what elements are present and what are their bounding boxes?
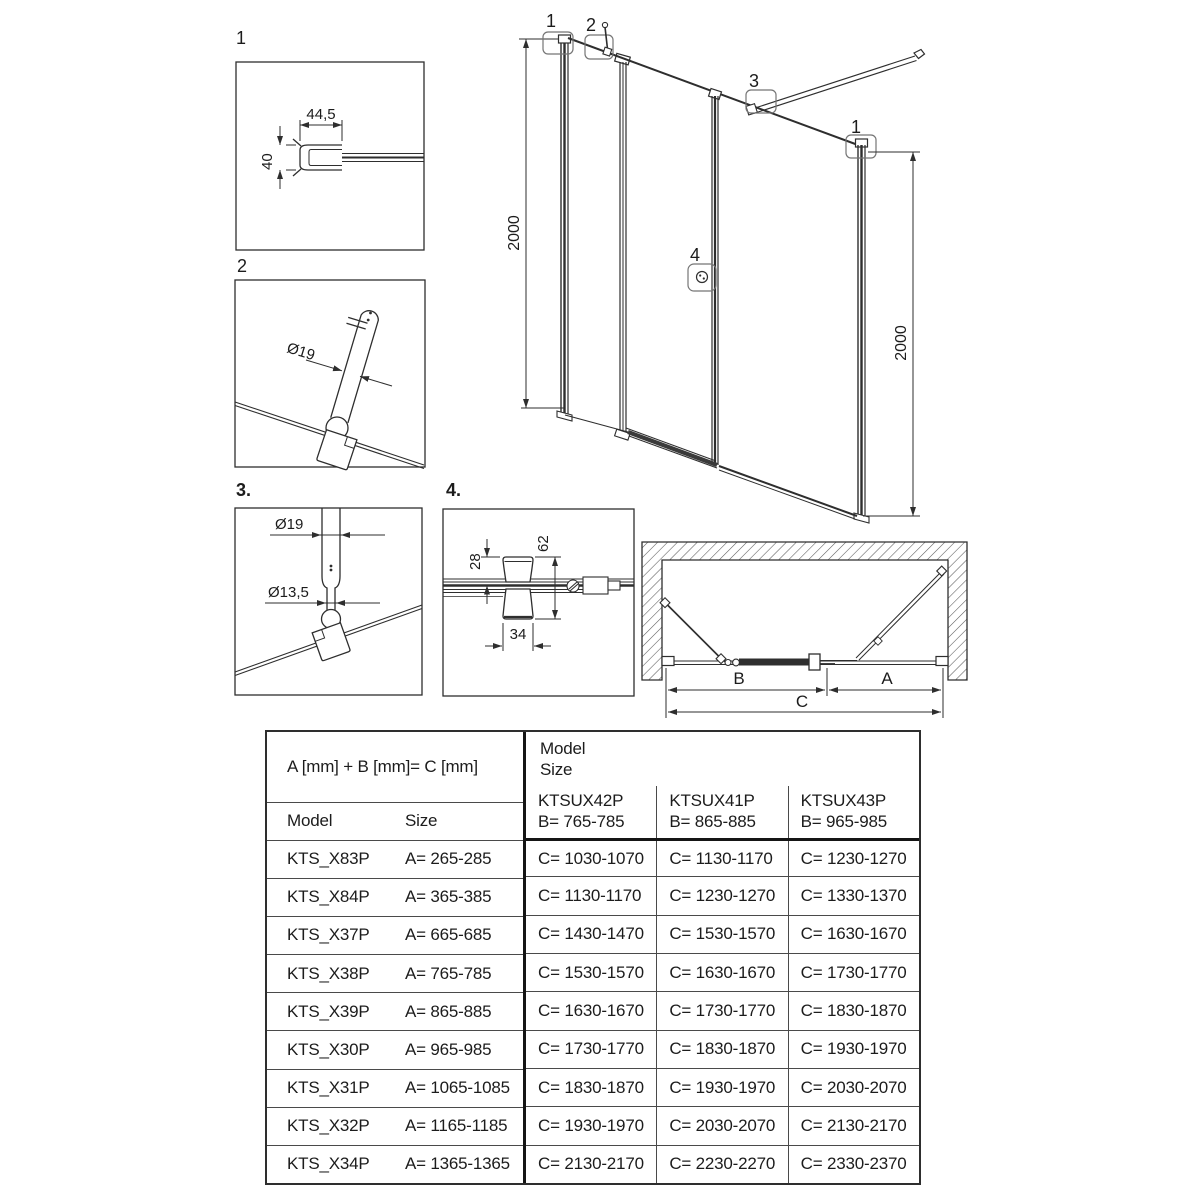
table-row [526, 838, 919, 876]
detail-3-top-diameter-dim: Ø19 [275, 516, 304, 533]
c-cell: C= 1930-1970 [656, 1069, 787, 1106]
model-cell: KTS_X32P [287, 1116, 370, 1136]
size-a-cell: A= 665-685 [405, 925, 492, 945]
table-row [267, 840, 523, 878]
model-cell: KTS_X84P [287, 887, 370, 907]
variant-model: KTSUX42P [538, 791, 624, 811]
c-cell: C= 1830-1870 [788, 992, 919, 1029]
table-row [267, 1107, 523, 1145]
size-table-right-section [526, 732, 919, 1183]
table-row [267, 1030, 523, 1068]
door-plan [725, 654, 857, 670]
table-row [267, 878, 523, 916]
callout-1-right-label: 1 [851, 117, 862, 137]
detail-2-number: 2 [237, 256, 248, 276]
right-height-dimension [863, 152, 920, 516]
plan-dim-a: A [881, 669, 893, 688]
left-wall-profile [557, 35, 572, 421]
table-row [267, 916, 523, 954]
c-cell: C= 2130-2170 [788, 1107, 919, 1144]
c-cell: C= 2030-2070 [788, 1069, 919, 1106]
table-row [267, 1069, 523, 1107]
c-cell: C= 1730-1770 [538, 1039, 644, 1059]
glass-clamp [312, 623, 350, 661]
table-row [526, 1068, 919, 1106]
callout-2-label: 2 [586, 15, 597, 35]
c-cell: C= 1830-1870 [538, 1077, 644, 1097]
corner-header-model: Model [540, 739, 586, 758]
table-row [526, 1030, 919, 1068]
model-cell: KTS_X31P [287, 1078, 370, 1098]
detail-4-number: 4. [446, 480, 462, 500]
table-row [526, 915, 919, 953]
detail-1-dimensions [280, 120, 342, 189]
c-cell: C= 1630-1670 [788, 916, 919, 953]
variant-b-range: B= 865-885 [669, 812, 756, 832]
callout-1-left-label: 1 [546, 11, 557, 31]
table-row [526, 953, 919, 991]
detail-3-drawing [230, 478, 442, 700]
c-cell: C= 1530-1570 [656, 916, 787, 953]
callout-3-label: 3 [749, 71, 760, 91]
formula-header: A [mm] + B [mm]= C [mm] [267, 732, 523, 803]
c-cell: C= 1230-1270 [656, 877, 787, 914]
plan-dim-c: C [795, 692, 809, 711]
support-tube [331, 311, 379, 423]
detail-1-height-dim: 40 [259, 153, 276, 170]
column-header-ktsux41p [656, 786, 787, 837]
wall-profile-section [293, 139, 424, 176]
detail-2-diameter-dim: Ø19 [284, 339, 317, 365]
adjustment-screw [602, 22, 611, 56]
column-header-ktsux43p [788, 786, 919, 837]
fixed-panel [615, 53, 631, 440]
c-cell: C= 2330-2370 [788, 1146, 919, 1183]
c-cell: C= 1730-1770 [788, 954, 919, 991]
left-height-dimension [519, 39, 565, 408]
size-a-cell: A= 1165-1185 [405, 1116, 508, 1136]
model-cell: KTS_X30P [287, 1039, 370, 1059]
support-tube-vertical [322, 508, 340, 610]
left-brace-plan [660, 598, 726, 664]
size-a-cell: A= 865-885 [405, 1001, 492, 1021]
table-row [267, 992, 523, 1030]
c-cell: C= 1130-1170 [656, 841, 787, 876]
detail-2-drawing [230, 256, 475, 471]
c-cell: C= 1630-1670 [538, 1000, 644, 1020]
detail-3-bottom-diameter-dim: Ø13,5 [268, 584, 309, 601]
elevation-right-height: 2000 [893, 325, 910, 361]
table-row [267, 1145, 523, 1183]
detail-4-right-dim: 62 [535, 535, 552, 552]
c-cell: C= 1530-1570 [538, 962, 644, 982]
size-a-cell: A= 1365-1365 [405, 1154, 510, 1174]
right-brace-plan [856, 566, 947, 660]
size-table [265, 730, 921, 1185]
wall-brace-tube [746, 50, 925, 115]
c-cell: C= 1730-1770 [656, 992, 787, 1029]
right-wall-profile [854, 139, 869, 523]
roller-bracket [567, 577, 620, 594]
size-a-cell: A= 365-385 [405, 887, 492, 907]
plan-dim-b: B [733, 669, 745, 688]
c-cell: C= 2230-2270 [656, 1146, 787, 1183]
model-cell: KTS_X34P [287, 1154, 370, 1174]
c-cell: C= 2130-2170 [538, 1154, 644, 1174]
model-size-merged-header [526, 732, 919, 786]
floor-and-track [565, 415, 857, 519]
size-table-left-section [267, 732, 526, 1183]
left-column-headers [267, 803, 523, 840]
c-cell: C= 1630-1670 [656, 954, 787, 991]
table-row [267, 954, 523, 992]
callout-4-label: 4 [690, 245, 701, 265]
detail-3-frame [235, 508, 422, 695]
c-cell: C= 1430-1470 [538, 924, 644, 944]
elevation-left-height: 2000 [506, 215, 523, 251]
knob-body [503, 557, 533, 619]
size-a-cell: A= 265-285 [405, 849, 492, 869]
detail-3-number: 3. [236, 480, 252, 500]
model-cell: KTS_X37P [287, 925, 370, 945]
corner-header-size: Size [540, 760, 573, 779]
model-column-header: Model [287, 811, 333, 831]
variant-b-range: B= 765-785 [538, 812, 625, 832]
column-header-ktsux42p [526, 786, 656, 837]
table-row [526, 876, 919, 914]
size-column-header: Size [405, 811, 438, 831]
c-values-grid [526, 838, 919, 1183]
c-cell: C= 1130-1170 [538, 885, 642, 905]
detail-4-bottom-dim: 34 [509, 626, 527, 643]
size-a-cell: A= 965-985 [405, 1039, 492, 1059]
table-row [526, 1106, 919, 1144]
plan-view-drawing [635, 515, 980, 730]
variant-model: KTSUX41P [669, 791, 755, 811]
model-cell: KTS_X39P [287, 1001, 370, 1021]
variant-column-headers [526, 786, 919, 837]
c-cell: C= 1030-1070 [538, 848, 644, 868]
detail-1-number: 1 [236, 28, 247, 48]
c-cell: C= 1930-1970 [788, 1031, 919, 1068]
variant-model: KTSUX43P [800, 791, 886, 811]
door-panel [709, 88, 722, 465]
c-cell: C= 1930-1970 [538, 1115, 644, 1135]
detail-4-left-dim: 28 [467, 553, 484, 570]
c-cell: C= 2030-2070 [656, 1107, 787, 1144]
table-row [526, 991, 919, 1029]
table-row [526, 1145, 919, 1183]
variant-b-range: B= 965-985 [800, 812, 888, 832]
c-cell: C= 1830-1870 [656, 1031, 787, 1068]
knob-icon [697, 272, 708, 283]
c-cell: C= 1330-1370 [788, 877, 919, 914]
size-a-cell: A= 1065-1085 [405, 1078, 510, 1098]
detail-1-drawing [230, 26, 475, 254]
model-cell: KTS_X83P [287, 849, 370, 869]
c-cell: C= 1230-1270 [788, 841, 919, 876]
glass-clamp [316, 430, 356, 470]
detail-1-width-dim: 44,5 [306, 106, 336, 123]
model-cell: KTS_X38P [287, 963, 370, 983]
size-a-cell: A= 765-785 [405, 963, 492, 983]
elevation-drawing [495, 5, 950, 535]
